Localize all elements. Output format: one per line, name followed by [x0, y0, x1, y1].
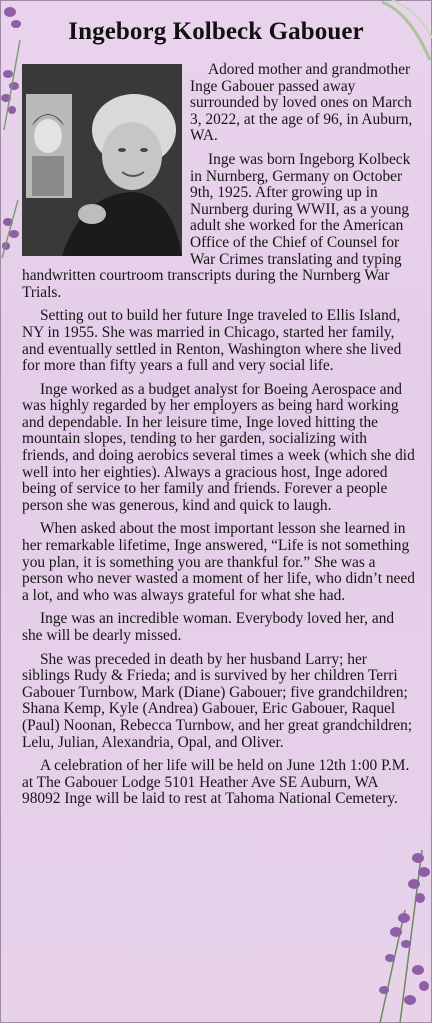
paragraph-career-hobbies: Inge worked as a budget analyst for Boeing Aerospace and was highly regarded by her employers as being hard working and dependable. In her leisure time, Inge loved hitting the mountain slopes, tending to her garden, socializing with friends, and doing aerobics several times a week (which she did well into her eighties). Always a gracious host, Inge adored being of service to her family and friends. Forever a people person she was generous, kind and quick to laugh. [22, 380, 415, 514]
paragraph-early-life: Inge was born Ingeborg Kolbeck in Nurnberg, Germany on October 9th, 1925. After growing up in Nurnberg during WWII, as a young adult she worked for the American Office of the Chief of Counsel for War Crimes translating and typing handwritten courtroom transcripts during the Nurnberg War Trials. [22, 150, 411, 301]
paragraph-announcement: Adored mother and grandmother Inge Gabouer passed away surrounded by loved ones on March 3, 2022, at the age of 96, in Auburn, WA. [190, 61, 413, 145]
obituary-body [22, 62, 416, 815]
photo-space [22, 62, 190, 260]
paragraph-family: She was preceded in death by her husband Larry; her siblings Rudy & Frieda; and is survived by her children Terri Gabouer Turnbow, Mark (Diane) Gabouer; five grandchildren; Shana Kemp, Kyle (Andrea) Gabouer, Eric Gabouer, Raquel (Paul) Noonan, Rebecca Turnbow, and her great grandchildren; Lelu, Julian, Alexandria, Opal, and Oliver. [22, 650, 413, 751]
paragraph-tribute: Inge was an incredible woman. Everybody loved her, and she will be dearly missed. [22, 610, 395, 644]
paragraph-life-lesson: When asked about the most important lesson she learned in her remarkable lifetime, Inge answered, “Life is not something you plan, it is something you are thankful for.” She was a person who never wasted a moment of her life, who didn’t need a lot, and who was always grateful for what she had. [22, 520, 415, 604]
paragraph-emigration: Setting out to build her future Inge traveled to Ellis Island, NY in 1955. She was married in Chicago, started her family, and eventually settled in Renton, Washington where she lived for more than fifty years a full and very social life. [22, 307, 402, 375]
obituary-title: Ingeborg Kolbeck Gabouer [68, 18, 364, 45]
paragraph-service: A celebration of her life will be held on June 12th 1:00 P.M. at The Gabouer Lodge 5101 Heather Ave SE Auburn, WA 98092 Inge will be laid to rest at Tahoma National Cemetery. [22, 757, 410, 808]
